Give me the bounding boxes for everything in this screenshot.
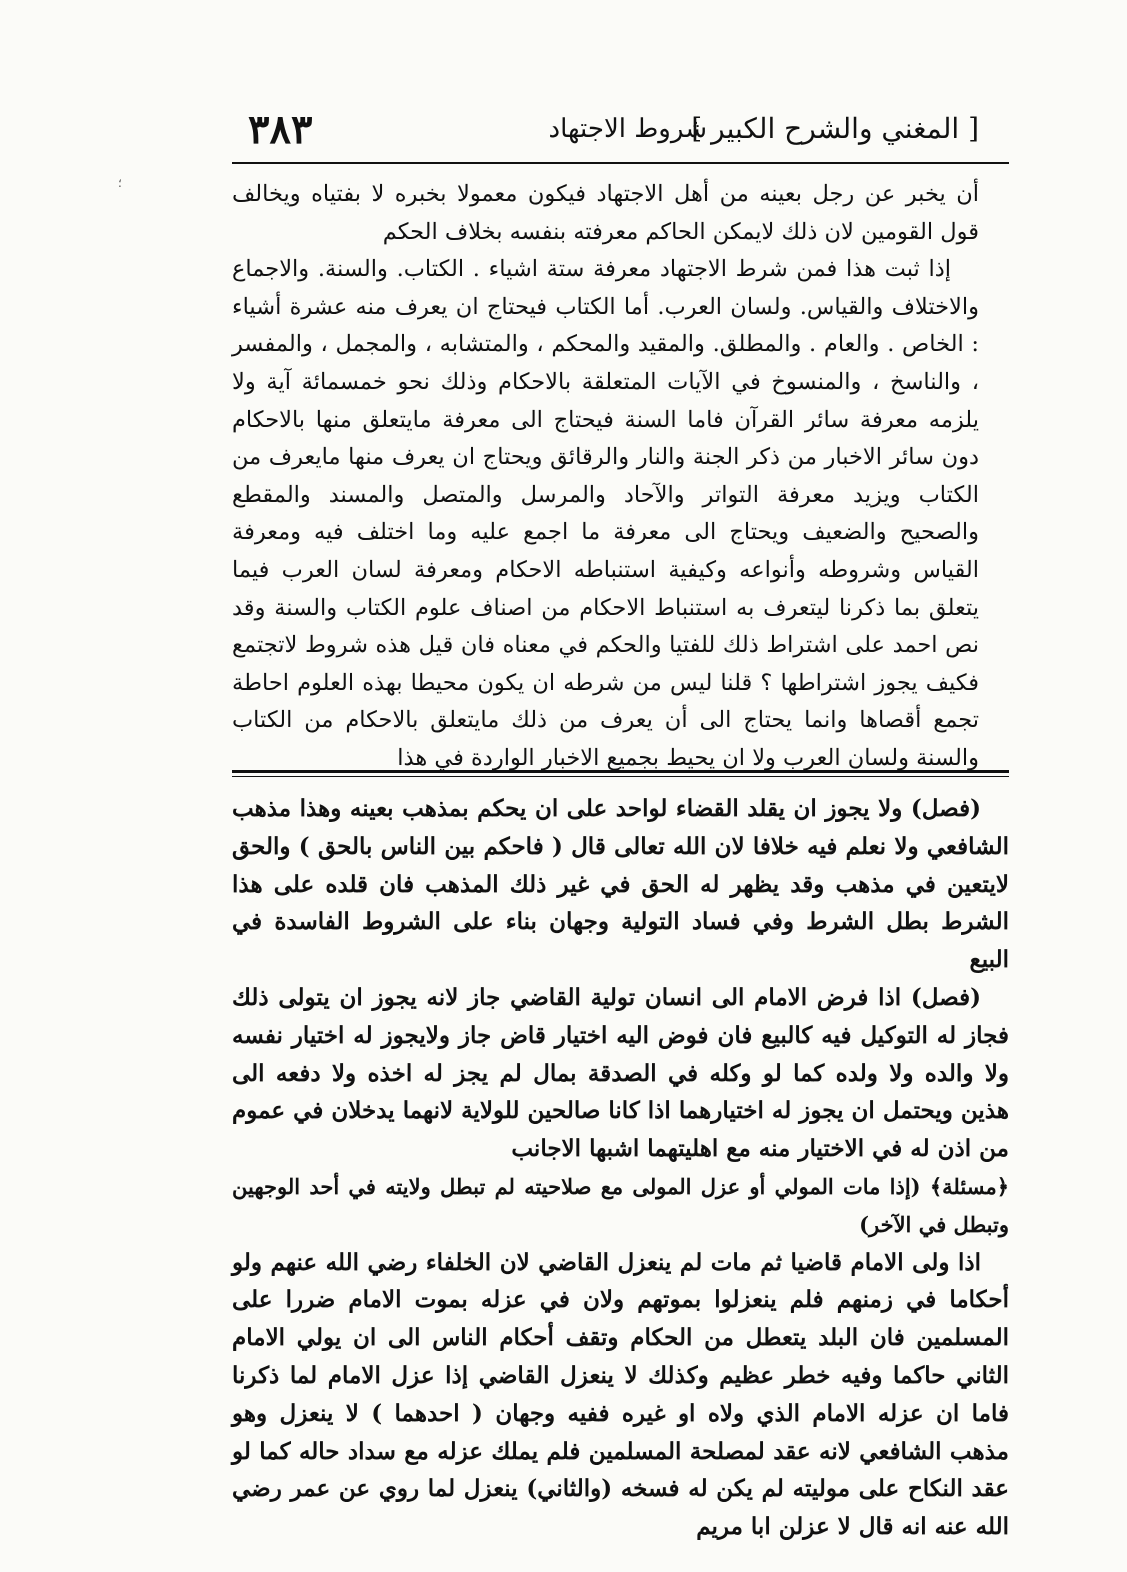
masala-heading: ﴿مسئلة﴾ (إذا مات المولي أو عزل المولى مع صلاحيته لم تبطل ولايته في أحد الوجهين وتبطل في الآخر)	[232, 1173, 1009, 1237]
fasl-paragraph: (فصل) اذا فرض الامام الى انسان تولية القاضي جاز لانه يجوز ان يتولى ذلك فجاز له التوكيل فيه كالبيع فان فوض اليه اختيار قاض جاز ولايجوز له اختيار نفسه ولا والده ولا ولده كما لو وكله في الصدقة بمال لم يجز له اخذه ولا دفعه الى هذين ويحتمل ان يجوز له اختيارهما اذا كانا صالحين للولاية لانهما يدخلان في عموم من اذن له في الاختيار منه مع اهليتهما اشبها الاجانب	[232, 983, 1009, 1163]
main-paragraph: إذا ثبت هذا فمن شرط الاجتهاد معرفة ستة اشياء . الكتاب. والسنة. والاجماع والاختلاف والقياس. ولسان العرب. أما الكتاب فيحتاج ان يعرف منه عشرة أشياء : الخاص . والعام . والمطلق. والمقيد والمحكم ، والمتشابه ، والمجمل ، والمفسر ، والناسخ ، والمنسوخ في الآيات المتعلقة بالاحكام وذلك نحو خمسمائة آية ولا يلزمه معرفة سائر القرآن فاما السنة فيحتاج الى معرفة مايتعلق منها بالاحكام دون سائر الاخبار من ذكر الجنة والنار والرقائق ويحتاج ان يعرف منها مايعرف من الكتاب ويزيد معرفة التواتر والآحاد والمرسل والمتصل والمسند والمقطع والصحيح والضعيف ويحتاج الى معرفة ما اجمع عليه وما اختلف فيه ومعرفة القياس وشروطه وأنواعه وكيفية استنباطه الاحكام ومعرفة لسان العرب فيما يتعلق بما ذكرنا ليتعرف به استنباط الاحكام من اصناف علوم الكتاب والسنة وقد نص احمد على اشتراط ذلك للفتيا والحكم في معناه فان قيل هذه شروط لاتجتمع فكيف يجوز اشتراطها ؟ قلنا ليس من شرطه ان يكون محيطا بهذه العلوم احاطة تجمع أقصاها وانما يحتاج الى أن يعرف من ذلك مايتعلق بالاحكام من الكتاب والسنة ولسان العرب ولا ان يحيط بجميع الاخبار الواردة في هذا	[232, 256, 979, 771]
running-header	[238, 106, 979, 164]
section-title: شروط الاجتهاد	[548, 114, 707, 144]
margin-mark: ؛	[118, 176, 122, 190]
book-title: [ المغني والشرح الكبير ]	[691, 112, 979, 145]
commentary-paragraph: اذا ولى الامام قاضيا ثم مات لم ينعزل القاضي لان الخلفاء رضي الله عنهم ولو أحكاما في زمنهم فلم ينعزلوا بموتهم ولان في عزله بموت الامام ضررا على المسلمين فان البلد يتعطل من الحكام وتقف أحكام الناس الى ان يولي الامام الثاني حاكما وفيه خطر عظيم وكذلك لا ينعزل القاضي إذا عزل الامام لما ذكرنا فاما ان عزله الامام الذي ولاه او غيره ففيه وجهان ( احدهما ) لا ينعزل وهو مذهب الشافعي لانه عقد لمصلحة المسلمين فلم يملك عزله مع سداد حاله كما لو عقد النكاح على موليته لم يكن له فسخه (والثاني) ينعزل لما روي عن عمر رضي الله عنه انه قال لا عزلن ابا مريم	[232, 1248, 1009, 1541]
fasl-paragraph: (فصل) ولا يجوز ان يقلد القضاء لواحد على ان يحكم بمذهب بعينه وهذا مذهب الشافعي ولا نعلم فيه خلافا لان الله تعالى قال ( فاحكم بين الناس بالحق ) والحق لايتعين في مذهب وقد يظهر له الحق في غير ذلك المذهب فان قلده على هذا الشرط بطل الشرط وفي فساد التولية وجهان بناء على الشروط الفاسدة في البيع	[232, 795, 1009, 974]
page-number: ٣٨٣	[248, 106, 313, 153]
main-paragraph: أن يخبر عن رجل بعينه من أهل الاجتهاد فيكون معمولا بخبره لا بفتياه ويخالف قول القومين لان ذلك لايمكن الحاكم معرفته بنفسه بخلاف الحكم	[232, 181, 979, 245]
lower-text	[232, 790, 1009, 1546]
main-text	[232, 176, 979, 778]
section-divider	[232, 770, 1009, 777]
header-rule	[232, 162, 1009, 164]
